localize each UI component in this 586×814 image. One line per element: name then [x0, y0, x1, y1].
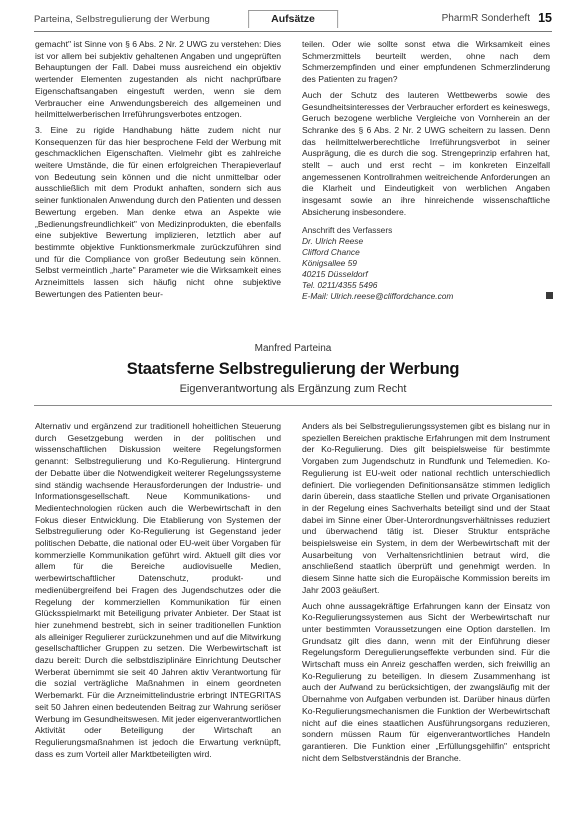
article-right-column — [302, 421, 550, 768]
previous-article-right-column — [302, 39, 550, 302]
article-title: Staatsferne Selbstregulierung der Werbung — [126, 360, 460, 378]
end-of-article-mark — [546, 292, 553, 299]
address-line: Dr. Ulrich Reese — [302, 235, 364, 246]
address-line: 40215 Düsseldorf — [302, 268, 368, 279]
section-label: Aufsätze — [248, 10, 338, 28]
header-rule — [34, 31, 552, 32]
page-number: 15 — [538, 11, 552, 25]
paragraph: Auch der Schutz des lauteren Wettbewerbs sowie des Gesundheitsinteresses der Verbraucher erfordert es keineswegs, Geruch bezogene werbliche Vergleiche von Vornherein an der Schranke des § 6 Abs. 2 Nr. 2 UWG scheitern zu lassen. Denn das heilmittelwerberechtliche Irreführungsverbot in seiner Ausprägung, die es durch die sog. Strengeprinzip erfahren hat, stellt – auch und erst recht – im konkreten Einzelfall angemessenen Kontrollrahmen weitreichende Anforderungen an die Klarheit und Eindeutigkeit von werblichen Angaben insgesamt sowie an ihre hinreichende wissenschaftliche Absicherung insbesondere. — [302, 89, 550, 217]
paragraph: Alternativ und ergänzend zur traditionell hoheitlichen Steuerung durch Gesetzgebung werden in der politischen und wissenschaftlichen Diskussion weitere Regelungsformen genannt: Selbstregulierung und Ko-Regulierung. Hintergrund der Debatte über die Notwendigkeit weiterer Regelungssysteme sind ständig wachsende Herausforderungen der Industrie- und Informationsgesellschaft. Neue Kommunikations- und Medientechnologien rücken auch die Werbewirtschaft in den Fokus dieser Entwicklung. Die Etablierung von Systemen der Selbstregulierung oder Ko-Regulierung ist Gegenstand jeder politischen Debatte, die national oder EU-weit über Vorgaben für kommerzielle Kommunikation geführt wird. Aktuell gilt dies vor allem für die Bereiche audiovisuelle Medien, werbewirtschaftlicher Datenschutz, produkt- und medienübergreifend bei Fragen des Jugendschutzes oder die Regelung der kommerziellen Kommunikation für einen Glücksspielmarkt mit Beteiligung privater Anbieter. Der Staat ist hier zunehmend bestrebt, sich in seiner traditionellen Funktion als alleiniger Regulierer zurückzunehmen und auf die Mitwirkung gesellschaftlicher Gruppen zu setzen. Die Werbewirtschaft ist dazu bereit: Durch die selbstdisziplinäre Einrichtung Deutscher Werberat übernimmt sie seit 40 Jahren aktiv Verantwortung für die sozial verträgliche Maßnahmen in einem geordneten Werbemarkt. Für die Arzneimittelindustrie erbringt INTEGRITAS seit 50 Jahren einen bedeutenden Beitrag zur Wahrung seriöser Werbung im Gesundheitswesen. Mit jeder eigenverantwortlichen Aktivität oder Beteiligung der Wirtschaft an Regulierungsmaßnahmen ist jedoch die Erwartung verknüpft, dass es zum Vorteil aller Marktbeteiligten wird. — [35, 421, 282, 759]
article-author: Manfred Parteina — [254, 343, 332, 354]
paragraph: 3. Eine zu rigide Handhabung hätte zudem nicht nur Konsequenzen für das hier besprochene Feld der Werbung mit geschmacklichen Eigenschaften. Vielmehr gibt es zahlreiche weitere Umstände, die für einen erfolgreichen Therapieverlauf von Bedeutung sein können und die nicht unmittelbar oder ausschließlich mit dem Produkt anhaften, sondern sich aus seiner funktionalen Anwendung durch den Patienten und dessen Bewertung ergeben. Man denke etwa an Aspekte wie „Bedienungsfreundlichkeit" von Medizinprodukten, die ebenfalls eine subjektive Bewertung implizieren, letztlich aber auf bestimmte objektive Funktionsmerkmale zurückzuführen sind und für die Compliance von großer Bedeutung sein können. Selbst vermeintlich „harte" Parameter wie die Wirksamkeit eines Arzneimittels lassen sich häufig nicht ohne subjektive Bewertungen des Patienten beur- — [35, 124, 281, 299]
paragraph: gemacht" ist Sinne von § 6 Abs. 2 Nr. 2 UWG zu verstehen: Dies ist vor allem bei subjektiv gehaltenen Angaben und ungeprüften Behauptungen der Fall. Dabei muss ausreichend ein objektiv wertender Elementen zugestanden als nicht nachprüfbare Eigenschaftsangaben eingestuft werden, wenn sie dem Verbraucher eine Anwendungsbereich des allgemeinen und heilmittelwerberischen Irreführungsverbotes entzogen. — [35, 39, 281, 120]
author-address-label: Anschrift des Verfassers — [302, 224, 393, 235]
article-left-column — [35, 421, 281, 764]
address-line: Tel. 0211/4355 5496 — [302, 279, 378, 290]
author-address — [302, 225, 550, 302]
email-line: E-Mail: Ulrich.reese@cliffordchance.com — [302, 290, 454, 301]
article-subtitle: Eigenverantwortung als Ergänzung zum Recht — [179, 383, 407, 395]
running-header-left: Parteina, Selbstregulierung der Werbung — [34, 14, 210, 25]
journal-name: PharmR Sonderheft — [441, 13, 530, 24]
title-rule — [34, 405, 552, 406]
previous-article-left-column — [35, 39, 281, 304]
paragraph: Auch ohne aussagekräftige Erfahrungen kann der Einsatz von Ko-Regulierungssystemen aus Sicht der Werbewirtschaft nur unter bestimmten Voraussetzungen eine Option darstellen. Im Grundsatz gilt dies dann, wenn mit der Einführung dieser Regelungsform Deregulierungseffekte verbunden sind. Für die Wirtschaft muss ein Anreiz geschaffen werden, sich freiwillig an Ko-Regulierung zu beteiligen. In diesem Zusammenhang ist auch der Aufwand zu berücksichtigen, der zwangsläufig mit der Übernahme von Aufgaben verbunden ist. Darüber hinaus dürfen Ko-Regulierungsmechanismen die Funktion der Werbewirtschaft nicht auf die eines staatlichen Ausführungsorgans reduzieren, sondern müssen Raum für eigenverantwortliches Handeln garantieren. Die Funktion einer „Erfüllungsgehilfin" entspricht nicht dem Selbstverständnis der Branche. — [302, 600, 550, 763]
paragraph: Anders als bei Selbstregulierungssystemen gibt es bislang nur in speziellen Bereichen praktische Erfahrungen mit dem Instrument der Ko-Regulierung. Dies gilt beispielsweise für bestimmte Vorgaben zum Jugendschutz in Rundfunk und Telemedien. Ko-Regulierung ist EU-weit oder national rechtlich unterschiedlich definiert. Die vorliegenden Definitionsansätze stimmen lediglich darin überein, dass staatliche Stellen und private Organisationen in der Regelung eines Sachverhalts beteiligt sind und der Staat dabei im Sinne einer Über-Unterordnungsverhältnisses reduziert und überwachend tätig ist. Dieser Struktur entspräche beispielsweise ein System, in dem der Werbewirtschaft mit der Ausarbeitung von Verhaltensrichtlinien betraut wird, die anschließend staatlich überprüft und genehmigt werden. In diesem Sinne hatte sich die Europäische Kommission bereits im Jahr 2003 geäußert. — [302, 421, 550, 595]
paragraph: teilen. Oder wie sollte sonst etwa die Wirksamkeit eines Schmerzmittels beurteilt werden, ohne nach dem Schmerzempfinden und einer empfundenen Schmerzlinderung des Patienten zu fragen? — [302, 39, 550, 85]
address-line: Königsallee 59 — [302, 257, 357, 268]
address-line: Clifford Chance — [302, 246, 360, 257]
